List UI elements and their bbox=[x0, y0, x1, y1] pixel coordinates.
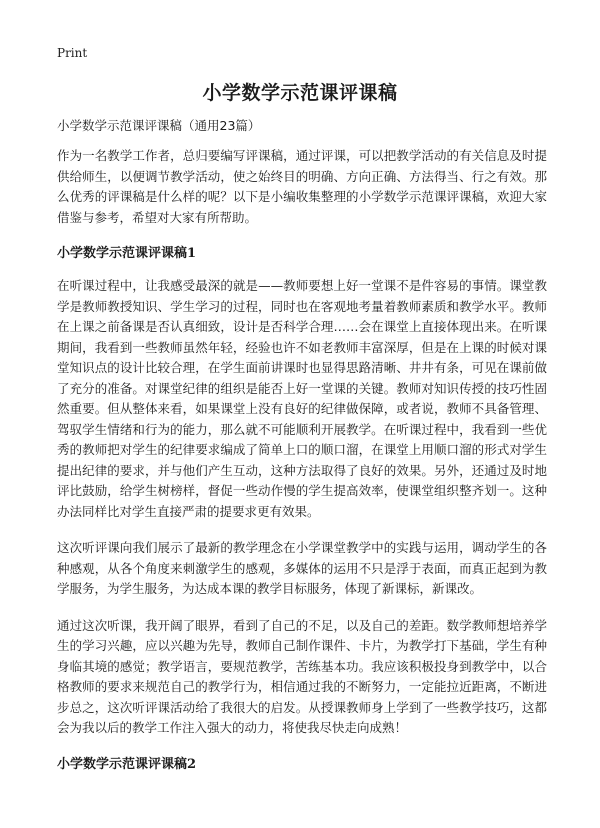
section-1-paragraph-1: 在听课过程中，让我感受最深的就是——教师要想上好一堂课不是件容易的事情。课堂教学是教师教授知识、学生学习的过程，同时也在客观地考量着教师素质和教学水平。教师在上课之前备课是否认真细致，设计是否科学合理……会在课堂上直接体现出来。在听课期间，我看到一些教师虽然年轻，经验也许不如老教师丰富深厚，但是在上课的时候对课堂知识点的设计比较合理，在学生面前讲课时也显得思路清晰、井井有条，可见在课前做了充分的准备。对课堂纪律的组织是能否上好一堂课的关键。教师对知识传授的技巧性固然重要。但从整体来看，如果课堂上没有良好的纪律做保障，或者说，教师不具备管理、驾驭学生情绪和行为的能力，那么就不可能顺利开展教学。在听课过程中，我看到一些优秀的教师把对学生的纪律要求编成了简单上口的顺口溜，在课堂上用顺口溜的形式对学生提出纪律的要求，并与他们产生互动，这种方法取得了良好的效果。另外，还通过及时地评比鼓励，给学生树榜样，督促一些动作慢的学生提高效率，使课堂组织整齐划一。这种办法同样比对学生直接严肃的提要求更有效果。 bbox=[57, 278, 547, 519]
document-title: 小学数学示范课评课稿 bbox=[202, 82, 398, 104]
document-body bbox=[57, 116, 547, 787]
print-link[interactable]: Print bbox=[57, 46, 88, 60]
section-1-paragraph-3: 通过这次听课，我开阔了眼界，看到了自己的不足，以及自己的差距。数学教师想培养学生的学习兴趣，应以兴趣为先导，教师自己制作课件、卡片，为教学打下基础，学生有种身临其境的感觉；教学语言，要规范教学，苦练基本功。我应该积极投身到教学中，以合格教师的要求来规范自己的教学行为，相信通过我的不断努力，一定能拉近距离，不断进步总之，这次听评课活动给了我很大的启发。从授课教师身上学到了一些教学技巧，这都会为我以后的教学工作注入强大的动力，将使我尽快走向成熟！ bbox=[57, 617, 547, 735]
document-subtitle: 小学数学示范课评课稿（通用23篇） bbox=[57, 118, 261, 133]
intro-paragraph: 作为一名教学工作者，总归要编写评课稿，通过评课，可以把教学活动的有关信息及时提供给师生，以便调节教学活动，使之始终目的明确、方向正确、方法得当、行之有效。那么优秀的评课稿是什么样的呢？以下是小编收集整理的小学数学示范课评课稿，欢迎大家借鉴与参考，希望对大家有所帮助。 bbox=[57, 148, 547, 225]
section-heading-2: 小学数学示范课评课稿2 bbox=[57, 756, 197, 772]
section-heading-1: 小学数学示范课评课稿1 bbox=[57, 246, 197, 261]
section-1-paragraph-2: 这次听评课向我们展示了最新的教学理念在小学课堂教学中的实践与运用，调动学生的各种感观，从各个角度来刺激学生的感观，多媒体的运用不只是浮于表面，而真正起到为教学服务，为学生服务，为达成本课的教学目标服务，体现了新课标，新课改。 bbox=[57, 540, 547, 596]
